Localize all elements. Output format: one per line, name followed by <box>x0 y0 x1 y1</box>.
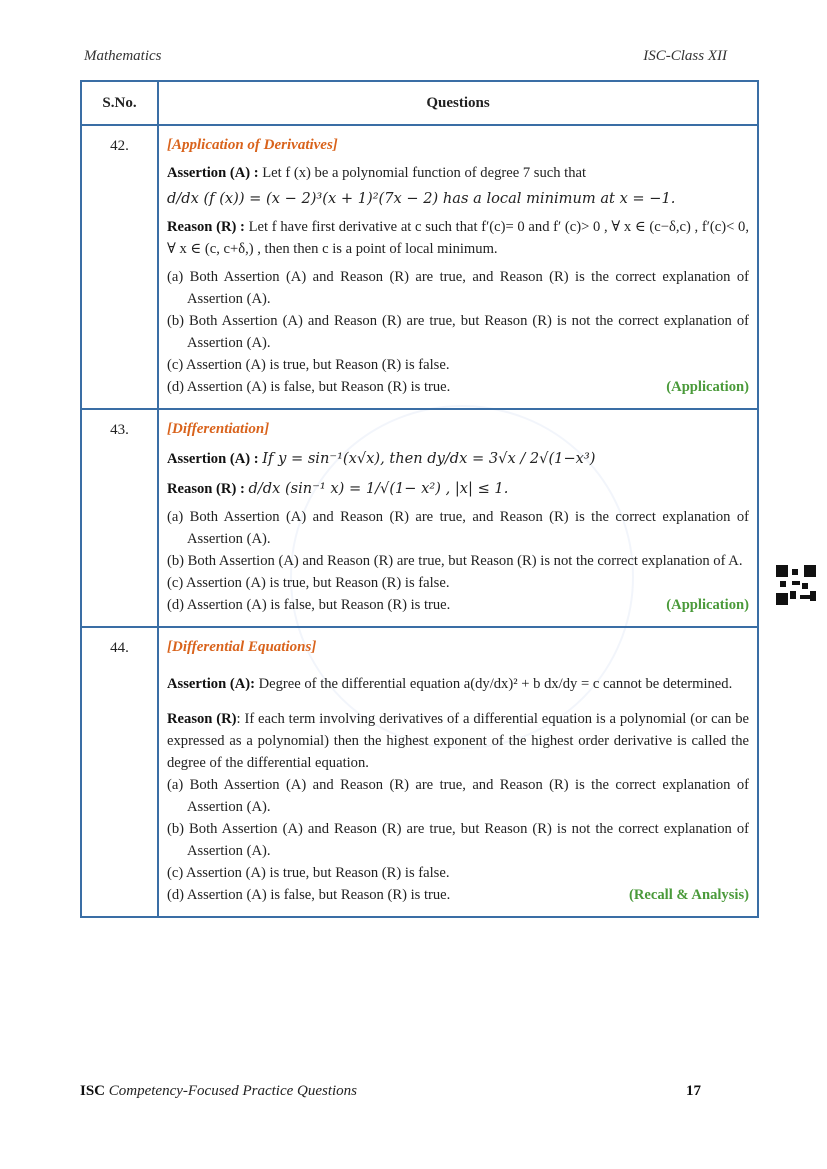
option-c: (c) Assertion (A) is true, but Reason (R) is false. <box>167 865 450 881</box>
question-body <box>158 125 758 409</box>
question-row-44 <box>81 627 758 917</box>
footer-brand: ISC <box>80 1083 106 1099</box>
assertion-line <box>167 162 749 184</box>
page-footer <box>80 1083 701 1100</box>
header-class: ISC-Class XII <box>643 48 727 64</box>
reason-text: : If each term involving derivatives of a differential equation is a polynomial (or can be expressed as a polynomial) then the highest exponent of the highest order derivative is called the degree of the differential equation. <box>167 711 749 771</box>
question-topic: [Differential Equations] <box>167 639 317 655</box>
page-number: 17 <box>686 1083 701 1099</box>
assertion-math: d/dx (f (x)) = (x − 2)³(x + 1)²(7x − 2) has a local minimum at x = −1. <box>167 190 676 207</box>
question-topic: [Differentiation] <box>167 421 270 437</box>
question-row-43 <box>81 409 758 627</box>
qr-code-icon[interactable] <box>776 565 816 605</box>
reason-line <box>167 708 749 774</box>
option-a: (a) Both Assertion (A) and Reason (R) are true, and Reason (R) is the correct explanation of Assertion (A). <box>167 269 749 307</box>
option-b: (b) Both Assertion (A) and Reason (R) are true, but Reason (R) is not the correct explanation of Assertion (A). <box>167 313 749 351</box>
question-number: 42. <box>81 125 158 409</box>
question-body <box>158 409 758 627</box>
question-number: 43. <box>81 409 158 627</box>
assertion-line <box>167 448 749 470</box>
header-subject: Mathematics <box>84 48 162 64</box>
footer-title <box>80 1083 357 1100</box>
footer-subtitle: Competency-Focused Practice Questions <box>108 1083 358 1099</box>
assertion-label: Assertion (A) : <box>167 451 259 467</box>
option-c: (c) Assertion (A) is true, but Reason (R) is false. <box>167 357 450 373</box>
option-b: (b) Both Assertion (A) and Reason (R) are true, but Reason (R) is not the correct explanation of A. <box>167 553 743 569</box>
cognitive-tag: (Application) <box>666 379 749 395</box>
question-body <box>158 627 758 917</box>
assertion-text: If y = sin⁻¹(x√x), then dy/dx = 3√x / 2√(1−x³) <box>262 450 596 467</box>
assertion-label: Assertion (A) : <box>167 165 259 181</box>
option-b: (b) Both Assertion (A) and Reason (R) are true, but Reason (R) is not the correct explanation of Assertion (A). <box>167 821 749 859</box>
reason-line <box>167 216 749 260</box>
option-a: (a) Both Assertion (A) and Reason (R) are true, and Reason (R) is the correct explanation of Assertion (A). <box>167 509 749 547</box>
col-header-sno: S.No. <box>81 81 158 125</box>
option-d: (d) Assertion (A) is false, but Reason (R) is true. <box>167 597 451 613</box>
assertion-intro: Let f (x) be a polynomial function of degree 7 such that <box>262 165 587 181</box>
reason-text: Let f have first derivative at c such that f′(c)= 0 and f′ (c)> 0 , ∀ x ∈ (c−δ,c) , f′(c)< 0, ∀ x ∈ (c, c+δ,) , then then c is a point of local minimum. <box>167 219 749 257</box>
assertion-label: Assertion (A): <box>167 676 255 692</box>
table-header-row <box>81 81 758 125</box>
questions-table <box>80 80 759 918</box>
cognitive-tag: (Application) <box>666 597 749 613</box>
cognitive-tag: (Recall & Analysis) <box>629 887 749 903</box>
reason-label: Reason (R) : <box>167 219 245 235</box>
reason-text: d/dx (sin⁻¹ x) = 1/√(1− x²) , |x| ≤ 1. <box>248 480 509 497</box>
question-row-42 <box>81 125 758 409</box>
question-number: 44. <box>81 627 158 917</box>
reason-label: Reason (R) : <box>167 481 245 497</box>
reason-label: Reason (R) <box>167 711 237 727</box>
reason-line <box>167 478 749 500</box>
option-d: (d) Assertion (A) is false, but Reason (R) is true. <box>167 887 451 903</box>
question-topic: [Application of Derivatives] <box>167 137 338 153</box>
option-d: (d) Assertion (A) is false, but Reason (R) is true. <box>167 379 451 395</box>
option-c: (c) Assertion (A) is true, but Reason (R) is false. <box>167 575 450 591</box>
option-a: (a) Both Assertion (A) and Reason (R) are true, and Reason (R) is the correct explanation of Assertion (A). <box>167 777 749 815</box>
assertion-text: Degree of the differential equation a(dy/dx)² + b dx/dy = c cannot be determined. <box>258 676 733 692</box>
assertion-line <box>167 668 749 700</box>
col-header-questions: Questions <box>158 81 758 125</box>
